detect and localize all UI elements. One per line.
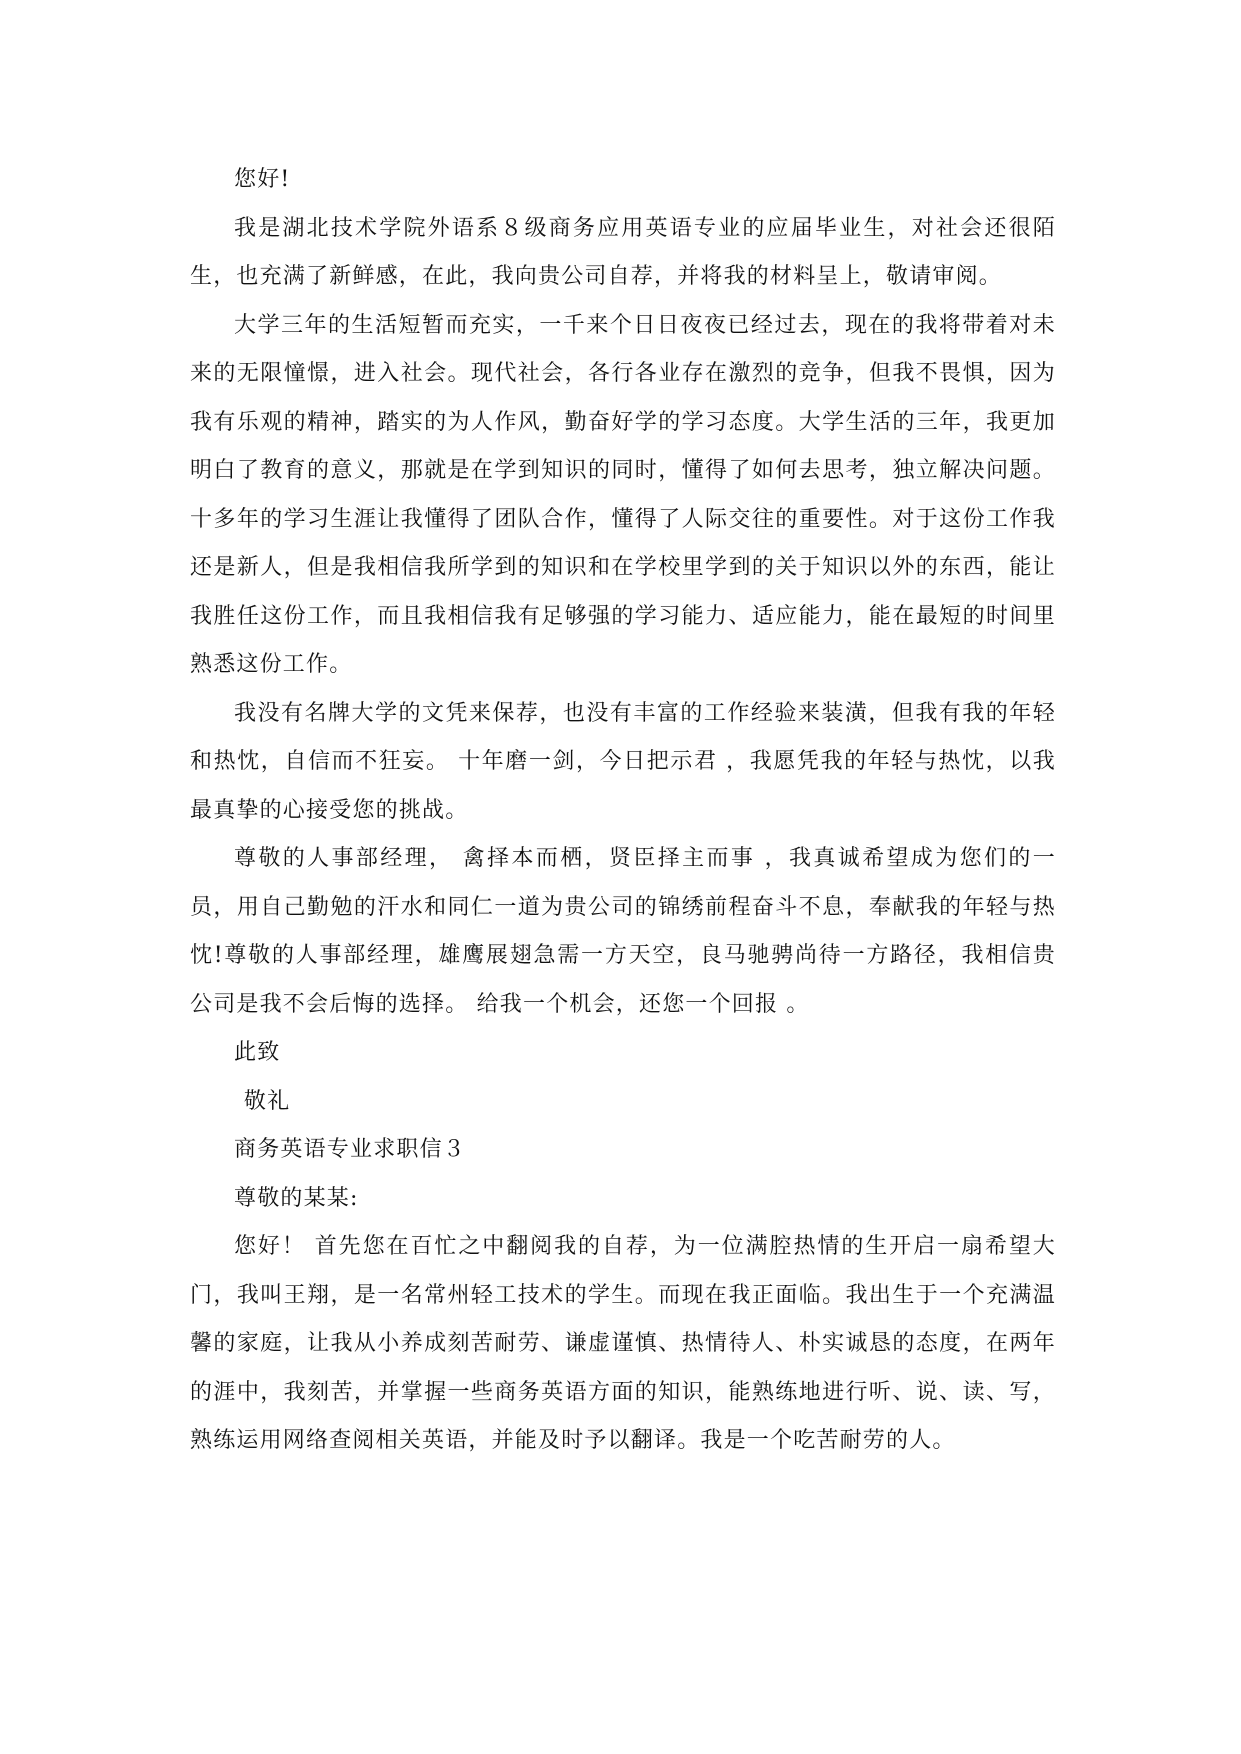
paragraph-introduction: 我是湖北技术学院外语系８级商务应用英语专业的应届毕业生，对社会还很陌生，也充满了新鲜感，在此，我向贵公司自荐，并将我的材料呈上，敬请审阅。 — [190, 215, 1056, 289]
paragraph-appeal: 尊敬的人事部经理， 禽择本而栖，贤臣择主而事 ，我真诚希望成为您们的一员，用自己勤勉的汗水和同仁一道为贵公司的锦绣前程奋斗不息，奉献我的年轻与热忱!尊敬的人事部经理，雄鹰展翅急需一方天空，良马驰骋尚待一方路径，我相信贵公司是我不会后悔的选择。 给我一个机会，还您一个回报 。 — [190, 846, 1056, 1017]
next-letter-title: 商务英语专业求职信３ — [234, 1137, 467, 1162]
greeting: 您好! — [234, 167, 291, 192]
next-letter-paragraph: 您好！ 首先您在百忙之中翻阅我的自荐，为一位满腔热情的生开启一扇希望大门，我叫王翔，是一名常州轻工技术的学生。而现在我正面临。我出生于一个充满温馨的家庭，让我从小养成刻苦耐劳、谦虚谨慎、热情待人、朴实诚恳的态度，在两年的涯中，我刻苦，并掌握一些商务英语方面的知识，能熟练地进行听、说、读、写，熟练运用网络查阅相关英语，并能及时予以翻译。我是一个吃苦耐劳的人。 — [190, 1234, 1056, 1453]
closing-line-1: 此致 — [234, 1040, 281, 1065]
next-letter-salutation: 尊敬的某某: — [234, 1185, 359, 1211]
paragraph-confidence: 我没有名牌大学的文凭来保荐，也没有丰富的工作经验来装潢，但我有我的年轻和热忱，自信而不狂妄。 十年磨一剑，今日把示君 ，我愿凭我的年轻与热忱，以我最真挚的心接受您的挑战。 — [190, 700, 1056, 823]
letter-body — [190, 156, 1056, 1466]
paragraph-university-life: 大学三年的生活短暂而充实，一千来个日日夜夜已经过去，现在的我将带着对未来的无限憧憬，进入社会。现代社会，各行各业存在激烈的竞争，但我不畏惧，因为我有乐观的精神，踏实的为人作风，勤奋好学的学习态度。大学生活的三年，我更加明白了教育的意义，那就是在学到知识的同时，懂得了如何去思考，独立解决问题。十多年的学习生涯让我懂得了团队合作，懂得了人际交往的重要性。对于这份工作我还是新人，但是我相信我所学到的知识和在学校里学到的关于知识以外的东西，能让我胜任这份工作，而且我相信我有足够强的学习能力、适应能力，能在最短的时间里熟悉这份工作。 — [190, 312, 1056, 677]
closing-line-2: 敬礼 — [243, 1088, 291, 1114]
